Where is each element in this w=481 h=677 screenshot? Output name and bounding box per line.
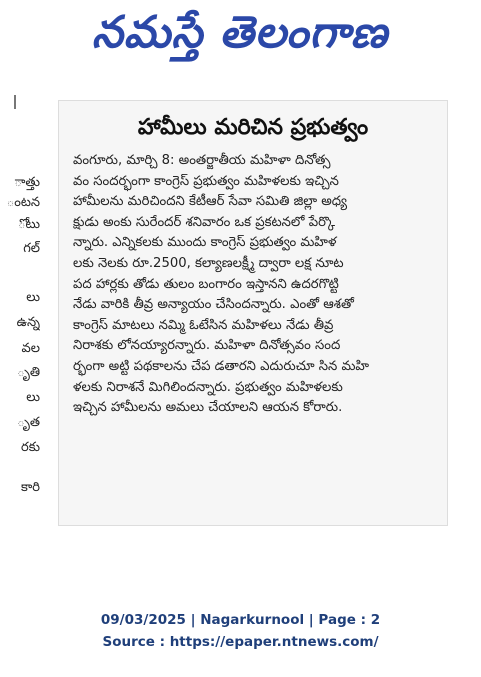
article-line: ఇచ్చిన హామీలను అమలు చేయాలని ఆయన కోరారు. <box>73 400 343 416</box>
article-line: కాంగ్రెస్ మాటలు నమ్మి ఓటేసిన మహిళలు నేడు తీవ్ర <box>73 317 334 333</box>
article-clipping <box>58 100 448 526</box>
source-link[interactable]: Source : https://epaper.ntnews.com/ <box>102 634 379 650</box>
article-line: నిరాశకు లోనయ్యారన్నారు. మహిళా దినోత్సవం సంద <box>73 338 341 354</box>
article-headline: హామీలు మరిచిన ప్రభుత్వం <box>137 115 369 140</box>
column-rule <box>14 95 16 109</box>
article-line: ర్భంగా అట్టి పథకాలను చేప డతారని ఎదురుచూ సిన మహి <box>73 358 370 374</box>
fragment-text: లు <box>26 290 40 305</box>
masthead-title: నమస్తే తెలంగాణ <box>91 7 389 58</box>
fragment-text: ంటన <box>6 195 40 210</box>
article-line: నేడు వారికి తీవ్ర అన్యాయం చేసిందన్నారు. ఎంతో ఆశతో <box>73 297 354 313</box>
article-line: హామీలను మరిచిందని కేటీఆర్ సేవా సమితి జిల్లా అధ్య <box>73 194 348 210</box>
article-line: న్నారు. ఎన్నికలకు ముందు కాంగ్రెస్ ప్రభుత్వం మహిళ <box>73 235 337 251</box>
article-line: లకు నెలకు రూ.2500, కల్యాణలక్ష్మీ ద్వారా లక్ష నూట <box>73 255 344 271</box>
article-body <box>59 151 447 419</box>
fragment-text: ృతి <box>17 365 40 380</box>
article-line: పద హార్లకు తోడు తులం బంగారం ఇస్తానని ఉదరగొట్టి <box>73 276 339 292</box>
fragment-text: ఉన్న <box>16 315 40 330</box>
adjacent-article-fragment <box>0 95 40 535</box>
article-line: ళలకు నిరాశనే మిగిలిందన్నారు. ప్రభుత్వం మహిళలకు <box>73 379 343 395</box>
fragment-text: ాత్తు <box>14 175 40 190</box>
fragment-text: ోటు <box>17 217 40 232</box>
fragment-text: లు <box>26 390 40 405</box>
fragment-text: కారి <box>21 480 40 495</box>
newspaper-masthead <box>40 8 440 68</box>
fragment-text: రకు <box>21 440 40 455</box>
article-line: వంగూరు, మార్చి 8: అంతర్జాతీయ మహిళా దినోత్స <box>73 153 331 168</box>
date-edition-page: 09/03/2025 | Nagarkurnool | Page : 2 <box>100 612 381 628</box>
article-line: వం సందర్భంగా కాంగ్రెస్ ప్రభుత్వం మహిళలకు ఇచ్చిన <box>73 173 339 189</box>
fragment-text: ృత <box>17 415 40 430</box>
fragment-text: వల <box>21 341 40 356</box>
fragment-text: గల్ <box>23 241 40 256</box>
article-line: క్షుడు అంకు సురేందర్ శనివారం ఒక ప్రకటనలో పేర్కొ <box>73 214 336 230</box>
